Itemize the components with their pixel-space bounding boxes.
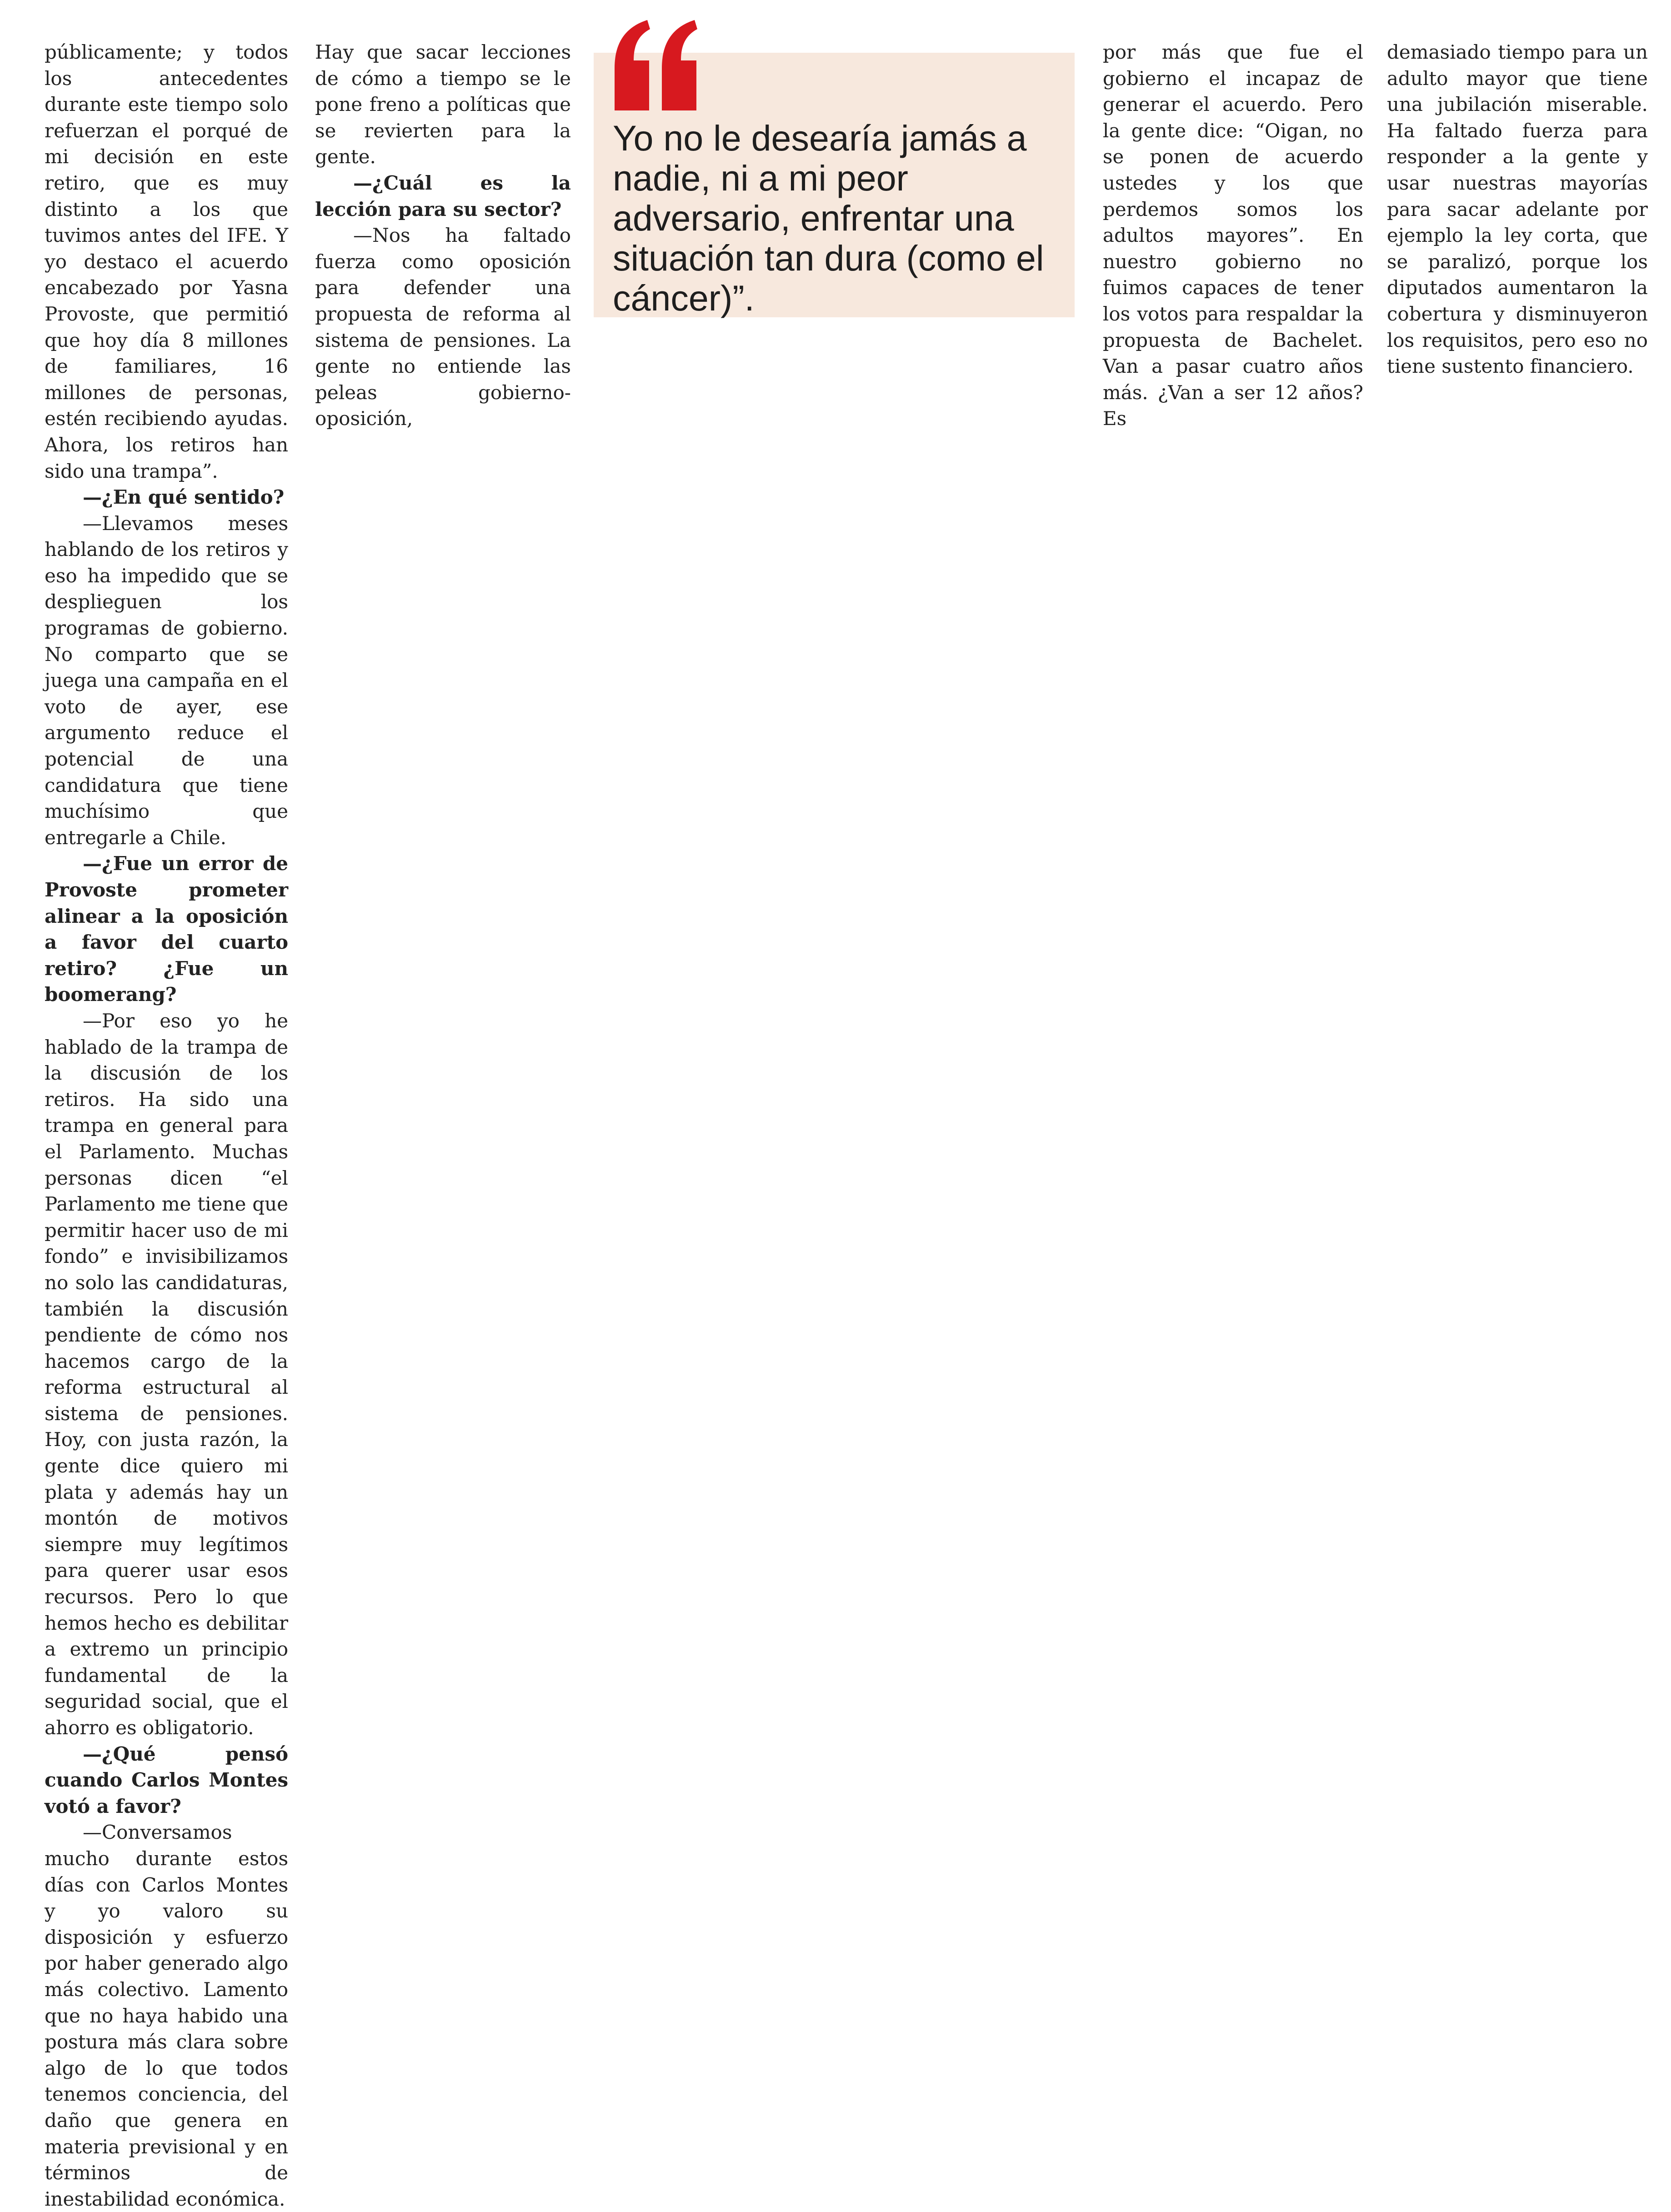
body-paragraph: demasiado tiempo para un adulto mayor que tiene una jubilación miserable. Ha faltado fuerza para responder a la gente y usar nuestras mayorías para sacar adelante por ejemplo la ley corta, que se paralizó, porque los diputados aumentaron la cobertura y disminuyeron los requisitos, pero eso no tiene sustento financiero. bbox=[1387, 41, 1648, 378]
interview-question: —¿Fue un error de Provoste prometer alinear a la oposición a favor del cuarto retiro? ¿Fue un boomerang? bbox=[45, 852, 288, 1006]
article-column-4 bbox=[1387, 39, 1648, 380]
article-column-2 bbox=[315, 39, 571, 432]
body-paragraph: públicamente; y todos los antecedentes durante este tiempo solo refuerzan el porqué de mi decisión en este retiro, que es muy distinto a los que tuvimos antes del IFE. Y yo destaco el acuerdo encabezado por Yasna Provoste, que permitió que hoy día 8 millones de familiares, 16 millones de personas, estén recibiendo ayudas. Ahora, los retiros han sido una trampa”. bbox=[45, 41, 288, 482]
pullquote-text: Yo no le desearía jamás a nadie, ni a mi peor adversario, enfrentar una situación tan dura (como el cáncer)”. bbox=[613, 118, 1044, 318]
body-paragraph: —Nos ha faltado fuerza como oposición para defender una propuesta de reforma al sistema de pensiones. La gente no entiende las peleas gobierno-oposición, bbox=[315, 224, 571, 430]
body-paragraph: Hay que sacar lecciones de cómo a tiempo se le pone freno a políticas que se revierten para la gente. bbox=[315, 41, 571, 168]
interview-question: —¿Cuál es la lección para su sector? bbox=[315, 171, 571, 220]
quote-mark-left bbox=[615, 20, 650, 110]
quote-mark-icon bbox=[611, 17, 702, 113]
body-paragraph: —Llevamos meses hablando de los retiros y eso ha impedido que se desplieguen los programas de gobierno. No comparto que se juega una campaña en el voto de ayer, ese argumento reduce el potencial de una candidatura que tiene muchísimo que entregarle a Chile. bbox=[45, 512, 288, 849]
article-column-1 bbox=[45, 39, 288, 2212]
interview-question: —¿En qué sentido? bbox=[83, 486, 285, 509]
interview-question: —¿Qué pensó cuando Carlos Montes votó a favor? bbox=[45, 1742, 288, 1817]
body-paragraph: —Conversamos mucho durante estos días con Carlos Montes y yo valoro su disposición y esfuerzo por haber generado algo más colectivo. Lamento que no haya habido una postura más clara sobre algo de lo que todos tenemos conciencia, del daño que genera en materia previsional y en términos de inestabilidad económica. bbox=[45, 1821, 288, 2210]
article-column-3 bbox=[1103, 39, 1363, 432]
body-paragraph: —Por eso yo he hablado de la trampa de la discusión de los retiros. Ha sido una trampa en general para el Parlamento. Muchas personas dicen “el Parlamento me tiene que permitir hacer uso de mi fondo” e invisibilizamos no solo las candidaturas, también la discusión pendiente de cómo nos hacemos cargo de la reforma estructural al sistema de pensiones. Hoy, con justa razón, la gente dice quiero mi plata y además hay un montón de motivos siempre muy legítimos para querer usar esos recursos. Pero lo que hemos hecho es debilitar a extremo un principio fundamental de la seguridad social, que el ahorro es obligatorio. bbox=[45, 1009, 288, 1739]
quote-mark-right bbox=[662, 20, 697, 110]
body-paragraph: por más que fue el gobierno el incapaz de generar el acuerdo. Pero la gente dice: “Oigan, no se ponen de acuerdo ustedes y los que perdemos somos los adultos mayores”. En nuestro gobierno no fuimos capaces de tener los votos para respaldar la propuesta de Bachelet. Van a pasar cuatro años más. ¿Van a ser 12 años? Es bbox=[1103, 41, 1363, 430]
